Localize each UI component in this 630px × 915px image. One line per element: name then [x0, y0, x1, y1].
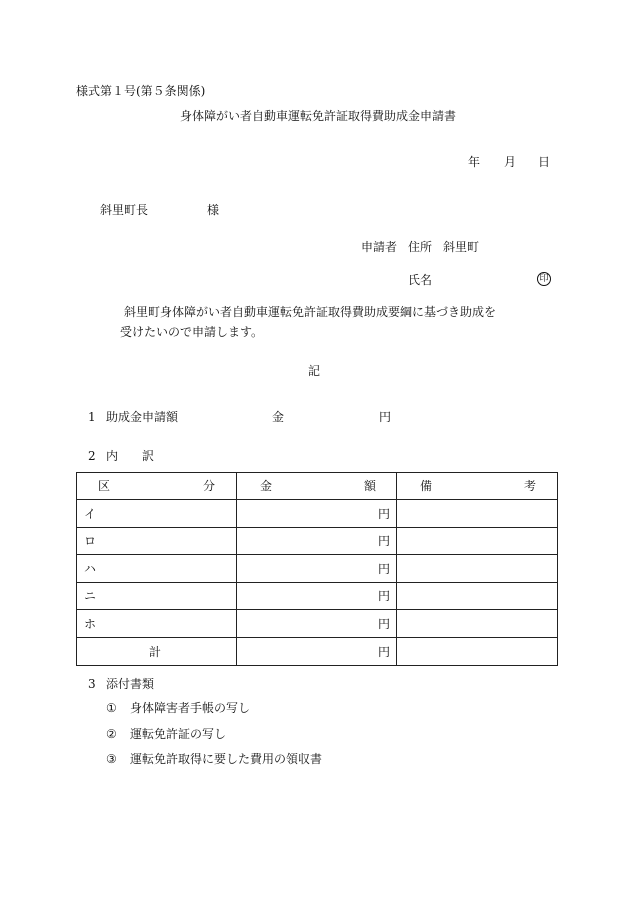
header-biko: [397, 473, 558, 500]
section2-number: 2: [88, 449, 96, 463]
section2-label-a: 内: [106, 449, 119, 463]
addressee-name: 斜里町長: [100, 203, 149, 217]
row-note: [397, 528, 558, 555]
row-label: ホ: [77, 610, 237, 638]
applicant-label: 申請者: [361, 240, 398, 254]
breakdown-table: [76, 472, 558, 666]
row-amount: 円: [237, 500, 397, 528]
row-amount: 円: [237, 610, 397, 638]
total-label: 計: [77, 638, 237, 666]
row-note: [397, 555, 558, 583]
row-note: [397, 583, 558, 610]
section3-number: 3: [88, 677, 96, 691]
total-note: [397, 638, 558, 666]
row-label: ハ: [77, 555, 237, 583]
header-kubun: [77, 473, 237, 500]
addressee-honorific: 様: [207, 203, 220, 217]
table-header-row: [77, 473, 558, 500]
attachment-1-number: ①: [106, 701, 117, 715]
date-month-label: 月: [504, 155, 517, 169]
attachment-3-number: ③: [106, 752, 117, 766]
ki-heading: 記: [308, 364, 321, 378]
header-biko-a: 備: [420, 479, 433, 493]
header-kubun-b: 分: [202, 479, 215, 493]
section3-label: 添付書類: [106, 677, 155, 691]
body-text-line-1: 斜里町身体障がい者自動車運転免許証取得費助成要綱に基づき助成を: [124, 305, 497, 319]
table-row: [77, 583, 558, 610]
row-note: [397, 500, 558, 528]
header-biko-b: 考: [523, 479, 536, 493]
table-row: [77, 555, 558, 583]
section1-kin: 金: [272, 410, 285, 424]
row-label: ロ: [77, 528, 237, 555]
row-label: ニ: [77, 583, 237, 610]
address-label: 住所: [408, 240, 433, 254]
row-note: [397, 610, 558, 638]
address-value: 斜里町: [443, 240, 480, 254]
table-row: [77, 500, 558, 528]
header-kingaku: [237, 473, 397, 500]
total-amount: 円: [237, 638, 397, 666]
attachment-2-number: ②: [106, 727, 117, 741]
row-amount: 円: [237, 583, 397, 610]
section2-label-b: 訳: [142, 449, 155, 463]
attachment-1-text: 身体障害者手帳の写し: [130, 701, 251, 715]
table-total-row: [77, 638, 558, 666]
attachment-2-text: 運転免許証の写し: [130, 727, 227, 741]
attachment-3-text: 運転免許取得に要した費用の領収書: [130, 752, 323, 766]
seal-mark: 印: [537, 272, 551, 286]
table-row: [77, 528, 558, 555]
document-title: 身体障がい者自動車運転免許証取得費助成金申請書: [180, 109, 457, 123]
section1-label: 助成金申請額: [106, 410, 179, 424]
header-kingaku-a: 金: [260, 479, 273, 493]
date-day-label: 日: [538, 155, 551, 169]
row-amount: 円: [237, 555, 397, 583]
header-kingaku-b: 額: [363, 479, 376, 493]
section1-yen: 円: [379, 410, 392, 424]
name-label: 氏名: [408, 273, 433, 287]
form-number: 様式第１号(第５条関係): [76, 84, 206, 98]
row-label: イ: [77, 500, 237, 528]
date-year-label: 年: [468, 155, 481, 169]
row-amount: 円: [237, 528, 397, 555]
section1-number: 1: [88, 410, 96, 424]
table-row: [77, 610, 558, 638]
header-kubun-a: 区: [98, 479, 111, 493]
body-text-line-2: 受けたいので申請します。: [120, 325, 264, 339]
